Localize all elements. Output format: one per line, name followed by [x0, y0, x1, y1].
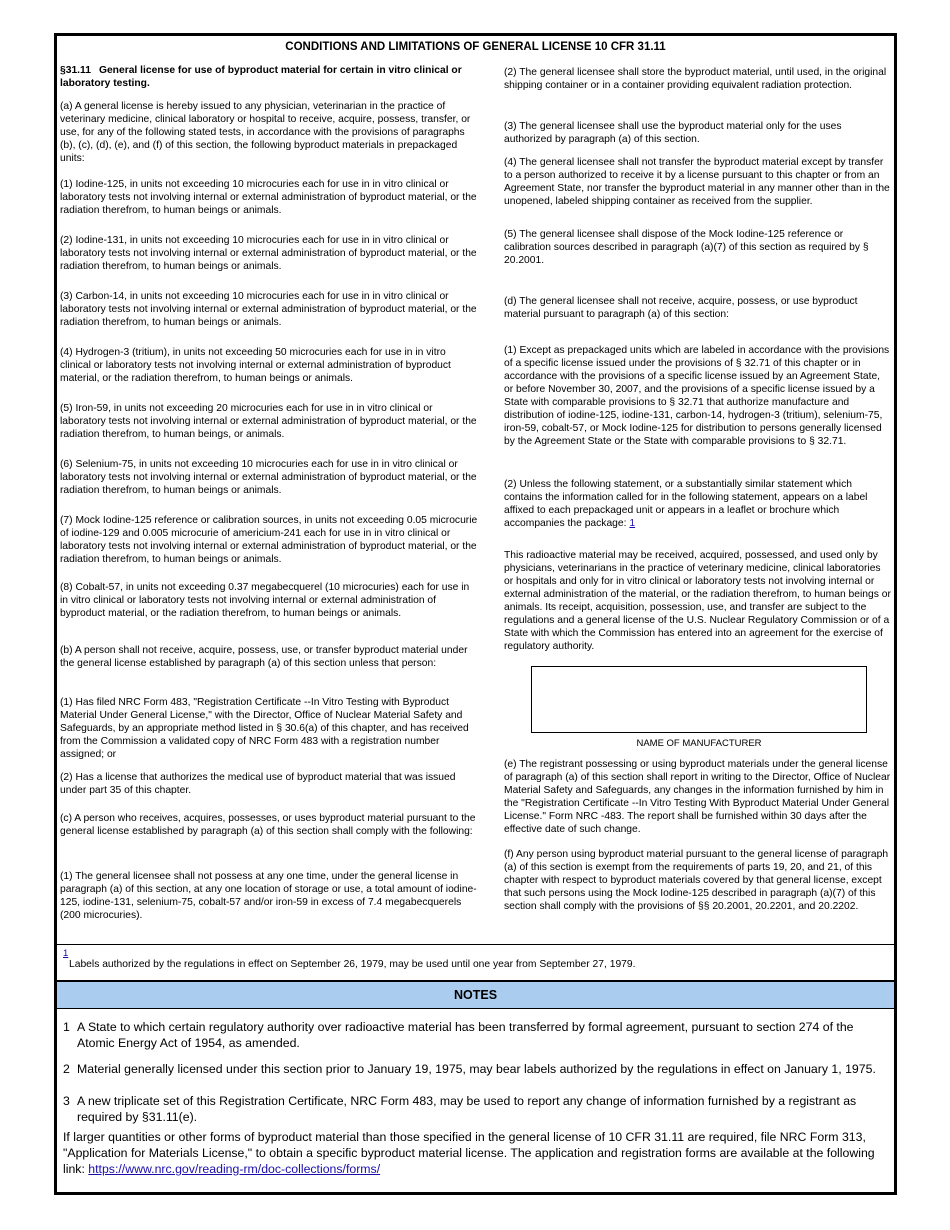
note-number: 3 [63, 1094, 70, 1108]
manufacturer-label: NAME OF MANUFACTURER [636, 738, 762, 749]
note-item [63, 1061, 883, 1077]
paragraph-d2 [504, 478, 892, 530]
paragraph-a1: (1) Iodine-125, in units not exceeding 10 microcuries each for use in in vitro clinical or laboratory tests not involving internal or external administration of byproduct material, or the radiation therefrom, to human beings or animals. [60, 179, 477, 216]
paragraph-a8: (8) Cobalt-57, in units not exceeding 0.37 megabecquerel (10 microcuries) each for use in in vitro clinical or laboratory tests not involving internal or external administration of byproduct material, or the radiation therefrom, to human beings or animals. [60, 582, 470, 619]
closing-text: If larger quantities or other forms of byproduct material than those specified in the general license of 10 CFR 31.11 are required, file NRC Form 313, "Application for Materials License," to obtain a specific byproduct material license. The application and registration forms are available at the following link: [63, 1130, 875, 1176]
label-statement: This radioactive material may be received, acquired, possessed, and used only by physicians, veterinarians in the practice of veterinary medicine, clinical laboratories or hospitals and only for in vitro clinical or laboratory tests not involving internal or external administration of the material, or the radiation therefrom, to human beings or animals. Its receipt, acquisition, possession, use, and transfer are subject to the regulations and a general license of the U.S. Nuclear Regulatory Commission or of a State with which the Commission has entered into an agreement for the exercise of regulatory authority. [504, 550, 891, 652]
note-number: 2 [63, 1062, 70, 1076]
paragraph-a4: (4) Hydrogen-3 (tritium), in units not exceeding 50 microcuries each for use in in vitro clinical or laboratory tests not involving internal or external administration of byproduct material, or the radiation therefrom, to human beings or animals. [60, 347, 451, 384]
note-text: Material generally licensed under this section prior to January 19, 1975, may bear labels authorized by the regulations in effect on January 1, 1975. [77, 1062, 876, 1076]
forms-link[interactable]: https://www.nrc.gov/reading-rm/doc-collections/forms/ [88, 1162, 381, 1176]
footnote-text: Labels authorized by the regulations in effect on September 26, 1979, may be used until one year from September 27, 1979. [69, 959, 636, 970]
note-text: A new triplicate set of this Registration Certificate, NRC Form 483, may be used to report any change of information furnished by a registrant as required by §31.11(e). [77, 1094, 857, 1124]
note-item [63, 1093, 883, 1125]
paragraph-e: (e) The registrant possessing or using byproduct materials under the general license of paragraph (a) of this section shall report in writing to the Director, Office of Nuclear Material Safety and Safeguards, any changes in the information furnished by him in the "Registration Certificate --In Vitro Testing With Byproduct Material Under General License." Form NRC -483. The report shall be furnished within 30 days after the effective date of such change. [504, 759, 891, 835]
paragraph-c1: (1) The general licensee shall not possess at any one time, under the general license in paragraph (a) of this section, at any one location of storage or use, a total amount of iodine-125, iodine-131, selenium-75, cobalt-57 and/or iron-59 in excess of 7.4 megabecquerels (200 microcuries). [60, 871, 477, 921]
footnote-marker[interactable]: 1 [63, 948, 69, 959]
paragraph-c2: (2) The general licensee shall store the byproduct material, until used, in the original shipping container or in a container providing equivalent radiation protection. [504, 67, 887, 91]
manufacturer-name-box [531, 666, 867, 733]
paragraph-d1: (1) Except as prepackaged units which are labeled in accordance with the provisions of a specific license issued under the provisions of § 32.71 of this chapter or in accordance with the provisions of a specific license issued by an Agreement State, or before November 30, 2007, and the provisions of a specific license issued by a State with comparable provisions to § 32.71 that authorize manufacture and distribution of iodine-125, iodine-131, carbon-14, hydrogen-3 (tritium), selenium-75, iron-59, cobalt-57, or Mock Iodine-125 for distribution to persons generally licensed by the Agreement State or the State with comparable provisions to § 32.71. [504, 345, 890, 447]
section-heading [60, 64, 478, 90]
section-number: §31.11 [60, 65, 91, 76]
license-conditions-page [54, 33, 897, 1195]
paragraph-b1: (1) Has filed NRC Form 483, "Registration Certificate --In Vitro Testing with Byproduct Material Under General License," with the Director, Office of Nuclear Material Safety and Safeguards, by an appropriate method listed in § 30.6(a) of this chapter, and has received from the Commission a validated copy of NRC Form 483 with a registration number assigned; or [60, 697, 469, 760]
note-number: 1 [63, 1020, 70, 1034]
paragraph-b2: (2) Has a license that authorizes the medical use of byproduct material that was issued under part 35 of this chapter. [60, 772, 456, 796]
paragraph-a3: (3) Carbon-14, in units not exceeding 10 microcuries each for use in in vitro clinical or laboratory tests not involving internal or external administration of byproduct material, or the radiation therefrom, to human beings or animals. [60, 291, 477, 328]
note-item [63, 1019, 883, 1051]
paragraph-d2-text: (2) Unless the following statement, or a substantially similar statement which contains the information called for in the following statement, appears on a label affixed to each prepackaged unit or appears in a leaflet or brochure which accompanies the package: [504, 479, 868, 529]
paragraph-f: (f) Any person using byproduct material pursuant to the general license of paragraph (a) of this section is exempt from the requirements of parts 19, 20, and 21, of this chapter with respect to byproduct materials covered by that general license, except that such persons using the Mock Iodine-125 described in paragraph (a)(7) of this section shall comply with the provisions of §§ 20.2001, 20.2201, and 20.2202. [504, 849, 889, 912]
paragraph-c4: (4) The general licensee shall not transfer the byproduct material except by transfer to a person authorized to receive it by a license pursuant to this chapter or from an Agreement State, nor transfer the byproduct material in any manner other than in the unopened, labeled shipping container as received from the supplier. [504, 157, 890, 207]
paragraph-a7: (7) Mock Iodine-125 reference or calibration sources, in units not exceeding 0.05 microcurie of iodine-129 and 0.005 microcurie of americium-241 each for use in in vitro clinical or laboratory tests not involving internal or external administration of byproduct material, or the radiation therefrom, to human beings or animals. [60, 515, 478, 565]
paragraph-c5: (5) The general licensee shall dispose of the Mock Iodine-125 reference or calibration sources described in paragraph (a)(7) of this section as required by § 20.2001. [504, 229, 869, 266]
note-text: A State to which certain regulatory authority over radioactive material has been transferred by formal agreement, pursuant to section 274 of the Atomic Energy Act of 1954, as amended. [77, 1020, 854, 1050]
closing-paragraph [63, 1129, 888, 1177]
paragraph-b: (b) A person shall not receive, acquire, possess, use, or transfer byproduct material under the general license established by paragraph (a) of this section unless that person: [60, 645, 468, 669]
notes-header: NOTES [57, 980, 894, 1009]
paragraph-d: (d) The general licensee shall not receive, acquire, possess, or use byproduct material pursuant to paragraph (a) of this section: [504, 296, 858, 320]
page-title: CONDITIONS AND LIMITATIONS OF GENERAL LICENSE 10 CFR 31.11 [285, 41, 666, 53]
paragraph-c: (c) A person who receives, acquires, possesses, or uses byproduct material pursuant to the general license established by paragraph (a) of this section shall comply with the following: [60, 813, 476, 837]
footnote [57, 944, 894, 979]
paragraph-c3: (3) The general licensee shall use the byproduct material only for the uses authorized by paragraph (a) of this section. [504, 121, 842, 145]
paragraph-a6: (6) Selenium-75, in units not exceeding 10 microcuries each for use in in vitro clinical or laboratory tests not involving internal or external administration of byproduct material, or the radiation therefrom, to human beings or animals. [60, 459, 477, 496]
paragraph-a5: (5) Iron-59, in units not exceeding 20 microcuries each for use in in vitro clinical or laboratory tests not involving internal or external administration of byproduct material, or the radiation therefrom, to human beings, or animals. [60, 403, 477, 440]
paragraph-a2: (2) Iodine-131, in units not exceeding 10 microcuries each for use in in vitro clinical or laboratory tests not involving internal or external administration of byproduct material, or the radiation therefrom, to human beings or animals. [60, 235, 477, 272]
footnote-ref-link[interactable]: 1 [629, 518, 636, 529]
paragraph-a: (a) A general license is hereby issued to any physician, veterinarian in the practice of veterinary medicine, clinical laboratory or hospital to receive, acquire, possess, transfer, or use, for any of the following stated tests, in accordance with the provisions of paragraphs (b), (c), (d), (e), and (f) of this section, the following byproduct materials in prepackaged units: [60, 101, 471, 164]
section-heading-text: General license for use of byproduct material for certain in vitro clinical or laboratory testing. [60, 65, 462, 89]
